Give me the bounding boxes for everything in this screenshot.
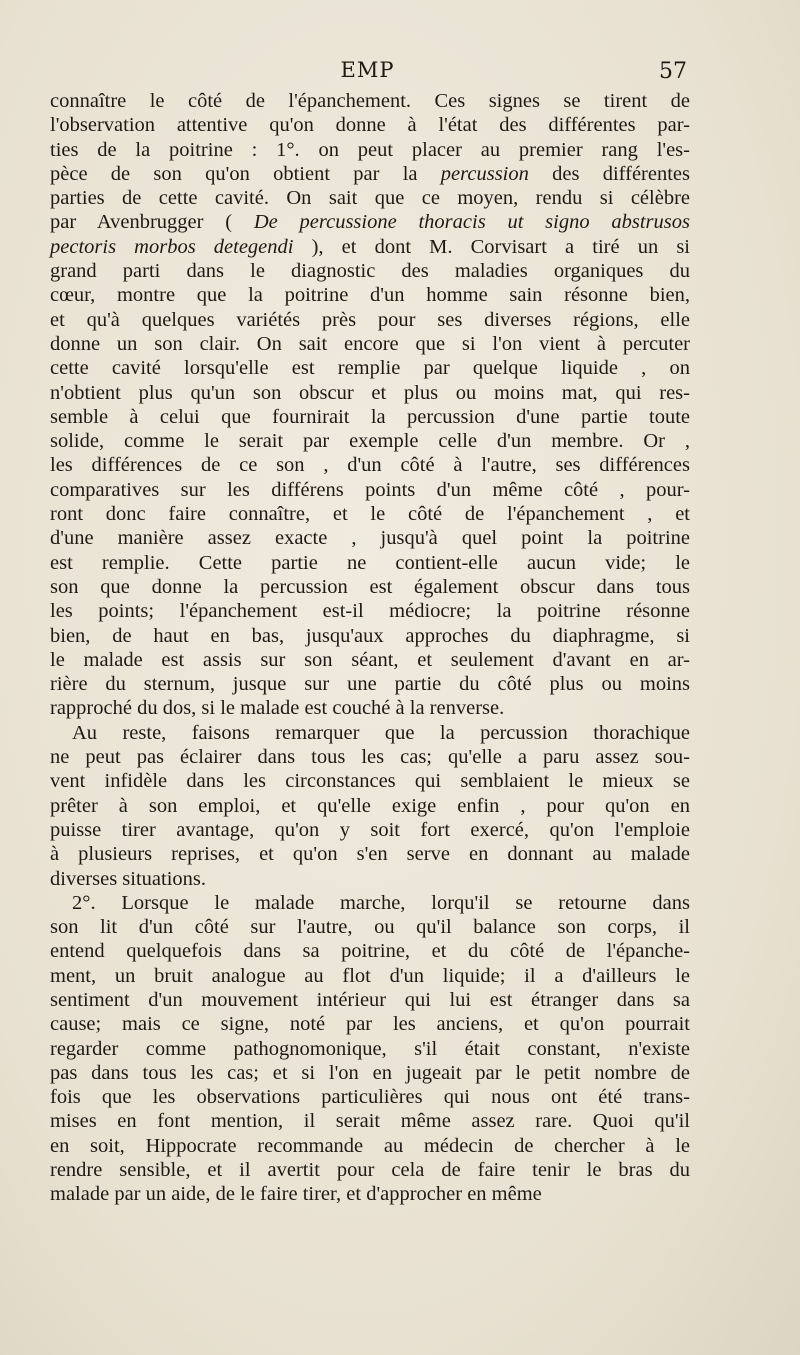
paragraph-3 [50, 891, 690, 1207]
text-line: prêter à son emploi, et qu'elle exige enfin , pour qu'on en [50, 794, 690, 817]
text-line: Au reste, faisons remarquer que la percussion thorachique [72, 721, 690, 744]
text-line: d'une manière assez exacte , jusqu'à quel point la poitrine [50, 527, 690, 550]
text-line: grand parti dans le diagnostic des maladies organiques du [50, 260, 690, 283]
text-line: solide, comme le serait par exemple celle d'un membre. Or , [50, 430, 690, 453]
text-line: à plusieurs reprises, et qu'on s'en serve en donnant au malade [50, 843, 690, 866]
text-line: est remplie. Cette partie ne contient-elle aucun vide; le [50, 551, 690, 574]
text-line: pèce de son qu'on obtient par la percussion des différentes [50, 162, 690, 185]
text-line: mises en font mention, il serait même assez rare. Quoi qu'il [50, 1110, 690, 1133]
text-line: ne peut pas éclairer dans tous les cas; qu'elle a paru assez sou- [50, 746, 690, 769]
text-line: pectoris morbos detegendi ), et dont M. Corvisart a tiré un si [50, 235, 690, 258]
text-line: par Avenbrugger ( De percussione thoracis ut signo abstrusos [50, 211, 690, 234]
paragraph-1 [50, 89, 690, 721]
text-line: les différences de ce son , d'un côté à l'autre, ses différences [50, 454, 690, 477]
text-line: l'observation attentive qu'on donne à l'état des différentes par- [50, 114, 690, 137]
text-line: cœur, montre que la poitrine d'un homme sain résonne bien, [50, 284, 690, 307]
body-text [50, 89, 690, 1207]
text-line: semble à celui que fournirait la percussion d'une partie toute [50, 405, 690, 428]
text-line: malade par un aide, de le faire tirer, et d'approcher en même [50, 1183, 542, 1206]
text-line: vent infidèle dans les circonstances qui semblaient le mieux se [50, 770, 690, 793]
text-line: n'obtient plus qu'un son obscur et plus ou moins mat, qui res- [50, 381, 690, 404]
page-header [50, 58, 685, 90]
text-line: regarder comme pathognomonique, s'il était constant, n'existe [50, 1037, 690, 1060]
text-line: ront donc faire connaître, et le côté de l'épanchement , et [50, 503, 690, 526]
text-line: le malade est assis sur son séant, et seulement d'avant en ar- [50, 648, 690, 671]
text-line: rière du sternum, jusque sur une partie du côté plus ou moins [50, 673, 690, 696]
text-line: et qu'à quelques variétés près pour ses diverses régions, elle [50, 308, 690, 331]
text-line: cette cavité lorsqu'elle est remplie par quelque liquide , on [50, 357, 690, 380]
text-line: ties de la poitrine : 1°. on peut placer au premier rang l'es- [50, 138, 690, 161]
text-line: diverses situations. [50, 867, 207, 890]
paragraph-2 [50, 721, 690, 891]
text-line: puisse tirer avantage, qu'on y soit fort exercé, qu'on l'emploie [50, 818, 690, 841]
text-line: ment, un bruit analogue au flot d'un liquide; il a d'ailleurs le [50, 964, 690, 987]
running-head: EMP [340, 58, 395, 82]
text-line: pas dans tous les cas; et si l'on en jugeait par le petit nombre de [50, 1061, 690, 1084]
text-line: 2°. Lorsque le malade marche, lorqu'il se retourne dans [72, 891, 690, 914]
text-line: cause; mais ce signe, noté par les anciens, et qu'on pourrait [50, 1013, 690, 1036]
text-line: sentiment d'un mouvement intérieur qui lui est étranger dans sa [50, 988, 690, 1011]
text-line: son lit d'un côté sur l'autre, ou qu'il balance son corps, il [50, 916, 690, 939]
page-number: 57 [659, 59, 687, 84]
text-line: rendre sensible, et il avertit pour cela de faire tenir le bras du [50, 1159, 690, 1182]
text-line: donne un son clair. On sait encore que si l'on vient à percuter [50, 332, 690, 355]
text-line: les points; l'épanchement est-il médiocre; la poitrine résonne [50, 600, 690, 623]
text-line: en soit, Hippocrate recommande au médecin de chercher à le [50, 1134, 690, 1157]
text-line: parties de cette cavité. On sait que ce moyen, rendu si célèbre [50, 187, 690, 210]
text-line: fois que les observations particulières qui nous ont été trans- [50, 1086, 690, 1109]
text-line: comparatives sur les différens points d'un même côté , pour- [50, 478, 690, 501]
text-line: connaître le côté de l'épanchement. Ces signes se tirent de [50, 90, 690, 112]
text-line: entend quelquefois dans sa poitrine, et du côté de l'épanche- [50, 940, 690, 963]
text-line: rapproché du dos, si le malade est couché à la renverse. [50, 697, 505, 720]
text-line: son que donne la percussion est également obscur dans tous [50, 575, 690, 598]
text-line: bien, de haut en bas, jusqu'aux approches du diaphragme, si [50, 624, 690, 647]
